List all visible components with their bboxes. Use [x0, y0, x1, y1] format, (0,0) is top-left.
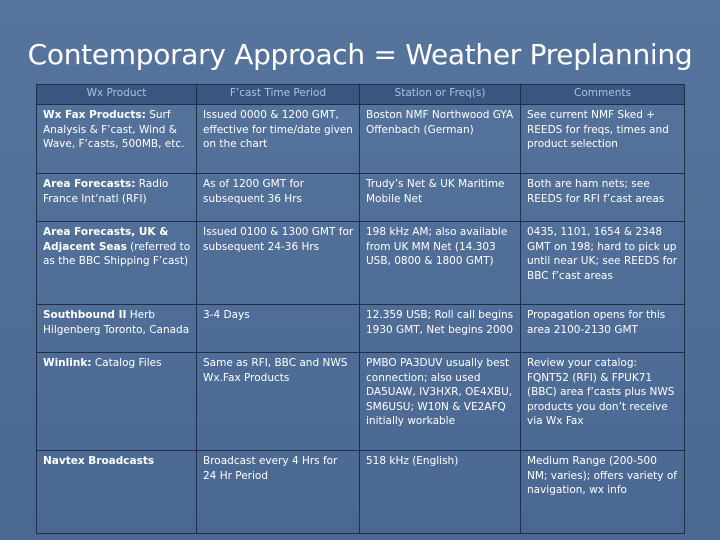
- table-row: [37, 174, 685, 222]
- product-detail: Radio France Int’natl (RFI): [43, 178, 169, 205]
- cell-product: [37, 105, 197, 174]
- cell-station: 518 kHz (English): [360, 451, 521, 534]
- header-product: Wx Product: [37, 85, 197, 105]
- cell-product: [37, 305, 197, 353]
- table-row: [37, 353, 685, 451]
- product-name: Southbound II: [43, 309, 127, 321]
- cell-period: 3-4 Days: [197, 305, 360, 353]
- product-name: Wx Fax Products:: [43, 109, 146, 121]
- slide-title: Contemporary Approach = Weather Preplanning: [27, 38, 693, 71]
- cell-product: [37, 174, 197, 222]
- cell-product: [37, 451, 197, 534]
- cell-period: As of 1200 GMT for subsequent 36 Hrs: [197, 174, 360, 222]
- cell-period: Issued 0000 & 1200 GMT, effective for time/date given on the chart: [197, 105, 360, 174]
- cell-comments: Both are ham nets; see REEDS for RFI f’cast areas: [521, 174, 685, 222]
- product-name: Navtex Broadcasts: [43, 455, 155, 467]
- product-detail: Surf Analysis & F’cast, Wind & Wave, F’casts, 500MB, etc.: [43, 109, 185, 150]
- table-row: [37, 451, 685, 534]
- table-row: [37, 105, 685, 174]
- product-detail: Catalog Files: [91, 357, 162, 369]
- cell-station: 12.359 USB; Roll call begins 1930 GMT, Net begins 2000: [360, 305, 521, 353]
- cell-product: [37, 353, 197, 451]
- cell-station: PMBO PA3DUV usually best connection; also used DA5UAW, IV3HXR, OE4XBU, SM6USU; W10N & VE2AFQ initially workable: [360, 353, 521, 451]
- cell-comments: 0435, 1101, 1654 & 2348 GMT on 198; hard to pick up until near UK; see REEDS for BBC f’cast areas: [521, 222, 685, 305]
- cell-station: 198 kHz AM; also available from UK MM Net (14.303 USB, 0800 & 1800 GMT): [360, 222, 521, 305]
- cell-period: Same as RFI, BBC and NWS Wx.Fax Products: [197, 353, 360, 451]
- cell-period: Broadcast every 4 Hrs for 24 Hr Period: [197, 451, 360, 534]
- header-row: [37, 85, 685, 105]
- cell-comments: Medium Range (200-500 NM; varies); offers variety of navigation, wx info: [521, 451, 685, 534]
- product-name: Area Forecasts:: [43, 178, 136, 190]
- cell-comments: Review your catalog: FQNT52 (RFI) & FPUK71 (BBC) area f’casts plus NWS products you don’t receive via Wx Fax: [521, 353, 685, 451]
- cell-comments: See current NMF Sked + REEDS for freqs, times and product selection: [521, 105, 685, 174]
- table-row: [37, 222, 685, 305]
- header-comments: Comments: [521, 85, 685, 105]
- product-detail: (referred to as the BBC Shipping F’cast): [43, 240, 191, 267]
- header-station: Station or Freq(s): [360, 85, 521, 105]
- product-name: Area Forecasts, UK & Adjacent Seas: [43, 226, 169, 253]
- table-row: [37, 305, 685, 353]
- weather-table: [36, 84, 685, 534]
- cell-comments: Propagation opens for this area 2100-2130 GMT: [521, 305, 685, 353]
- cell-station: Trudy’s Net & UK Maritime Mobile Net: [360, 174, 521, 222]
- product-name: Winlink:: [43, 357, 92, 369]
- product-detail: Herb Hilgenberg Toronto, Canada: [43, 309, 190, 336]
- header-period: F’cast Time Period: [197, 85, 360, 105]
- cell-period: Issued 0100 & 1300 GMT for subsequent 24-36 Hrs: [197, 222, 360, 305]
- cell-product: [37, 222, 197, 305]
- cell-station: Boston NMF Northwood GYA Offenbach (German): [360, 105, 521, 174]
